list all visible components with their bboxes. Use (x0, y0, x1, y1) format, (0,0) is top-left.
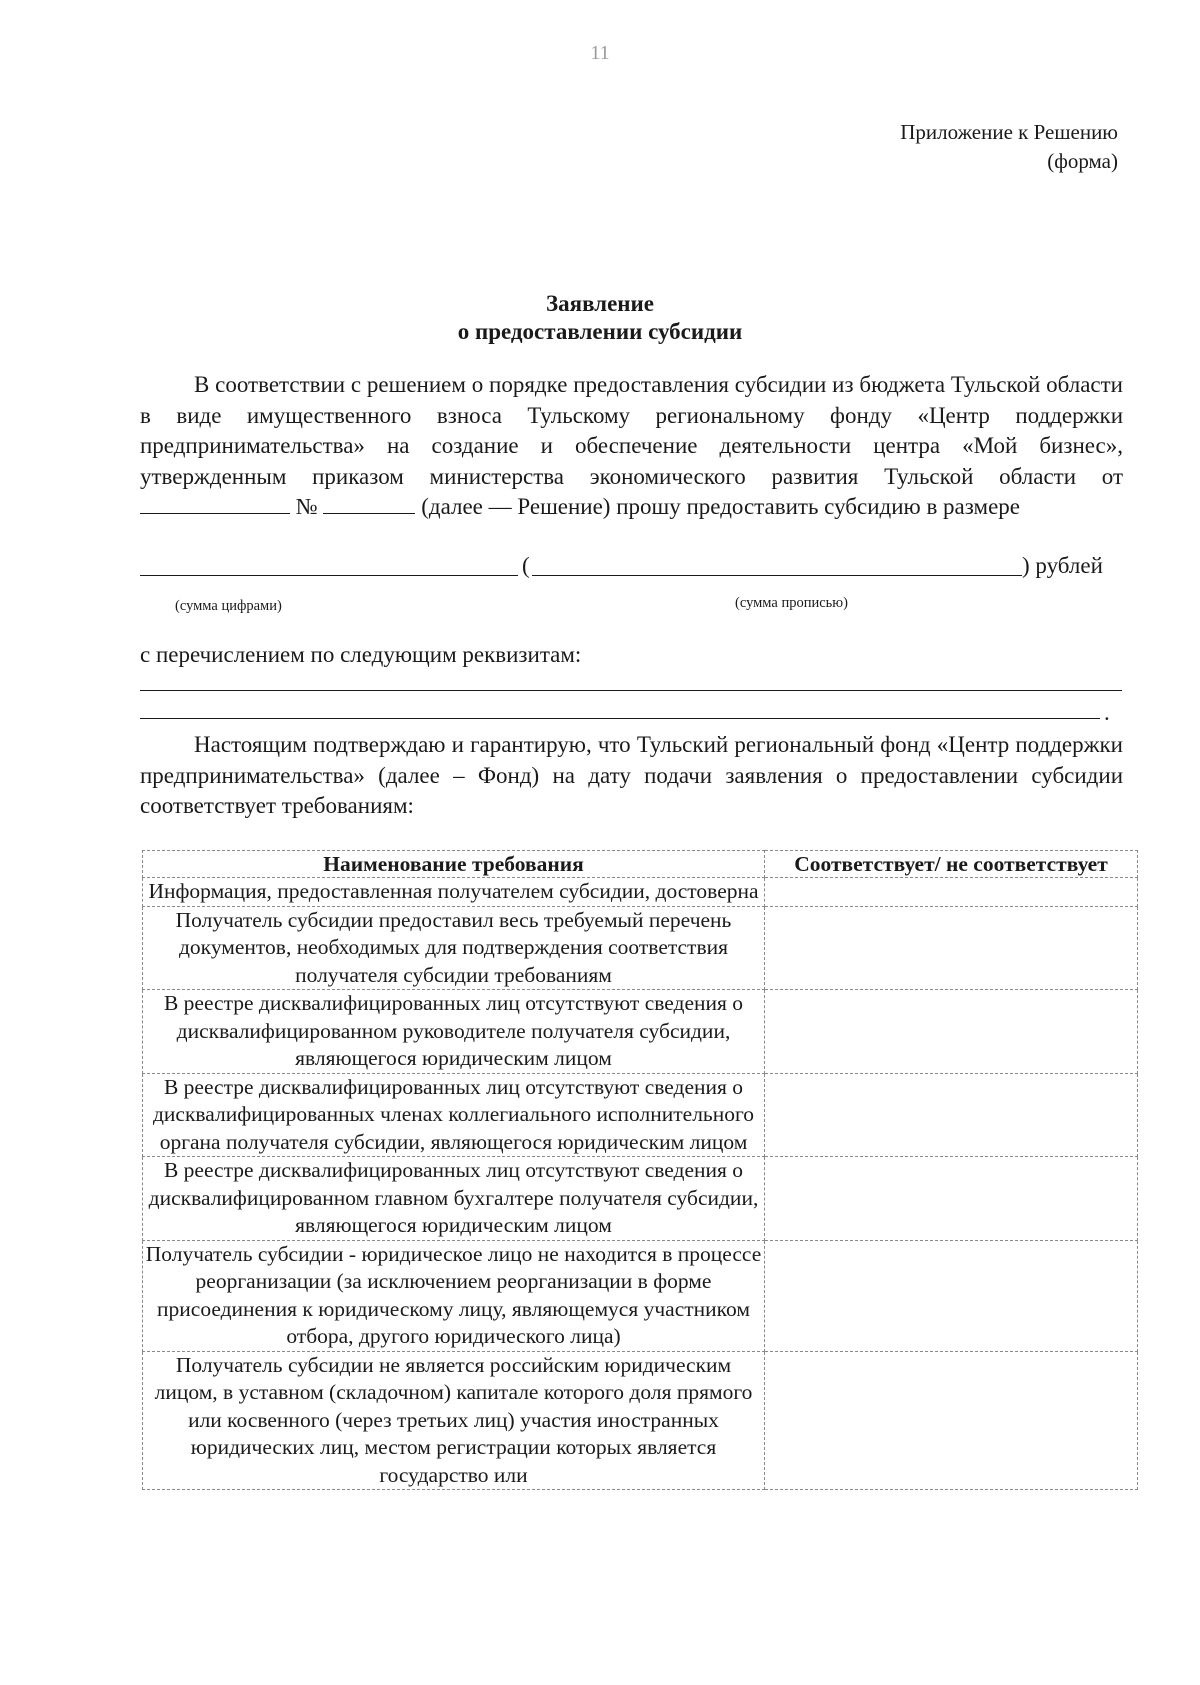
requirement-cell: В реестре дисквалифицированных лиц отсутствуют сведения о дисквалифицированных членах коллегиального исполнительного органа получателя субсидии, являющегося юридическим лицом (143, 1073, 765, 1157)
caption-amount-digits: (сумма цифрами) (175, 598, 282, 614)
compliance-cell[interactable] (765, 990, 1138, 1074)
requisites-end-mark: . (1104, 700, 1110, 725)
intro-paragraph (140, 370, 1123, 523)
header-requirement: Наименование требования (143, 851, 765, 878)
caption-amount-words: (сумма прописью) (735, 595, 848, 611)
intro-text-before-date: В соответствии с решением о порядке предоставления субсидии из бюджета Тульской области в виде имущественного взноса Тульскому региональному фонду «Центр поддержки предпринимательства» на создание и обеспечение деятельности центра «Мой бизнес», утвержденным приказом министерства экономического развития Тульской области от (140, 372, 1123, 489)
table-row (143, 1240, 1138, 1351)
table-header-row (143, 851, 1138, 878)
amount-words-field[interactable] (532, 555, 1022, 576)
intro-text-after-number: (далее — Решение) прошу предоставить субсидию в размере (421, 494, 1021, 519)
number-sign: № (295, 494, 318, 519)
requirements-table (142, 850, 1138, 1490)
compliance-cell[interactable] (765, 906, 1138, 990)
date-blank-field[interactable] (140, 493, 290, 514)
compliance-cell[interactable] (765, 1240, 1138, 1351)
table-row (143, 1073, 1138, 1157)
table-row (143, 990, 1138, 1074)
amount-open-paren: ( (522, 553, 530, 578)
confirmation-text: Настоящим подтверждаю и гарантирую, что Тульский региональный фонд «Центр поддержки предпринимательства» (далее – Фонд) на дату подачи заявления о предоставлении субсидии соответствует требованиям: (140, 732, 1123, 818)
compliance-cell[interactable] (765, 1073, 1138, 1157)
requirement-cell: В реестре дисквалифицированных лиц отсутствуют сведения о дисквалифицированном главном бухгалтере получателя субсидии, являющегося юридическим лицом (143, 1157, 765, 1241)
appendix-line-1: Приложение к Решению (900, 120, 1118, 144)
page-number: 11 (590, 42, 610, 64)
number-blank-field[interactable] (323, 493, 415, 514)
header-compliance: Соответствует/ не соответствует (765, 851, 1138, 878)
table-row (143, 1157, 1138, 1241)
table-row (143, 1351, 1138, 1490)
title-line-2: о предоставлении субсидии (457, 319, 743, 344)
requisites-label: с перечислением по следующим реквизитам: (140, 642, 582, 667)
requirement-cell: Получатель субсидии не является российским юридическим лицом, в уставном (складочном) капитале которого доля прямого или косвенного (через третьих лиц) участия иностранных юридических лиц, местом регистрации которых является государство или (143, 1351, 765, 1490)
compliance-cell[interactable] (765, 1351, 1138, 1490)
amount-close-unit: ) рублей (1022, 553, 1103, 578)
document-title (0, 290, 1200, 346)
requirement-cell: Получатель субсидии предоставил весь требуемый перечень документов, необходимых для подтверждения соответствия получателя субсидии требованиям (143, 906, 765, 990)
table-row (143, 906, 1138, 990)
requirement-cell: Получатель субсидии - юридическое лицо не находится в процессе реорганизации (за исключением реорганизации в форме присоединения к юридическому лицу, являющемуся участником отбора, другого юридического лица) (143, 1240, 765, 1351)
compliance-cell[interactable] (765, 1157, 1138, 1241)
amount-line (140, 553, 1123, 583)
requisites-line-1[interactable] (140, 690, 1122, 691)
requirement-cell: В реестре дисквалифицированных лиц отсутствуют сведения о дисквалифицированном руководителе получателя субсидии, являющегося юридическим лицом (143, 990, 765, 1074)
appendix-note (900, 118, 1118, 176)
compliance-cell[interactable] (765, 878, 1138, 907)
amount-digits-field[interactable] (140, 555, 518, 576)
title-line-1: Заявление (545, 291, 655, 316)
requirement-cell: Информация, предоставленная получателем субсидии, достоверна (143, 878, 765, 907)
appendix-line-2: (форма) (1047, 149, 1118, 173)
requisites-line-2[interactable] (140, 718, 1100, 719)
table-row (143, 878, 1138, 907)
confirmation-paragraph (140, 730, 1123, 822)
